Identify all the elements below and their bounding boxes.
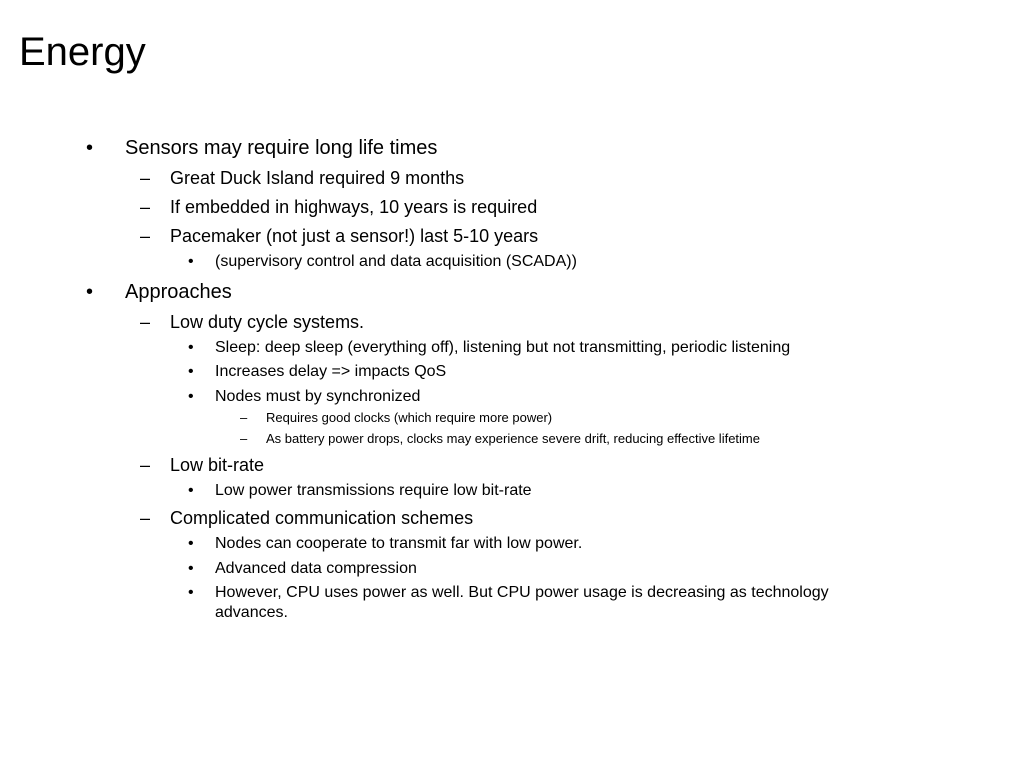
bullet-text: Nodes can cooperate to transmit far with low power.	[215, 535, 583, 552]
bullet-marker: •	[188, 388, 194, 405]
bullet-text: Low duty cycle systems.	[170, 312, 365, 332]
bullet-marker: –	[140, 508, 151, 528]
bullet-text: Sleep: deep sleep (everything off), listening but not transmitting, periodic listening	[215, 339, 791, 356]
bullet-text: Great Duck Island required 9 months	[170, 168, 465, 188]
bullet-text: Pacemaker (not just a sensor!) last 5-10 years	[170, 226, 539, 246]
bullet-marker: •	[188, 560, 194, 577]
bullet-text: However, CPU uses power as well. But CPU power usage is decreasing as technology advances.	[215, 584, 829, 621]
bullet-text: Approaches	[125, 281, 232, 303]
bullet-marker: –	[240, 410, 248, 425]
bullet-text: Advanced data compression	[215, 560, 417, 577]
bullet-marker: •	[188, 482, 194, 499]
bullet-marker: •	[188, 253, 194, 270]
slide-title: Energy	[19, 30, 146, 74]
bullet-marker: –	[140, 455, 151, 475]
bullet-text: Low power transmissions require low bit-rate	[215, 482, 532, 499]
bullet-text: As battery power drops, clocks may experience severe drift, reducing effective lifetime	[266, 431, 760, 446]
bullet-marker: •	[188, 363, 194, 380]
bullet-marker: •	[188, 535, 194, 552]
bullet-marker: –	[140, 197, 151, 217]
bullet-marker: •	[188, 339, 194, 356]
bullet-text: Sensors may require long life times	[125, 137, 438, 159]
bullet-text: Complicated communication schemes	[170, 508, 474, 528]
bullet-text: If embedded in highways, 10 years is required	[170, 197, 538, 217]
bullet-text: Nodes must by synchronized	[215, 388, 421, 405]
bullet-text: (supervisory control and data acquisition (SCADA))	[215, 253, 577, 270]
bullet-text: Increases delay => impacts QoS	[215, 363, 447, 380]
bullet-marker: –	[140, 312, 151, 332]
bullet-text: Low bit-rate	[170, 455, 265, 475]
bullet-marker: •	[86, 137, 94, 159]
bullet-marker: –	[140, 168, 151, 188]
bullet-marker: •	[188, 584, 194, 601]
bullet-marker: –	[140, 226, 151, 246]
bullet-marker: •	[86, 281, 94, 303]
bullet-marker: –	[240, 431, 248, 446]
bullet-text: Requires good clocks (which require more power)	[266, 410, 553, 425]
